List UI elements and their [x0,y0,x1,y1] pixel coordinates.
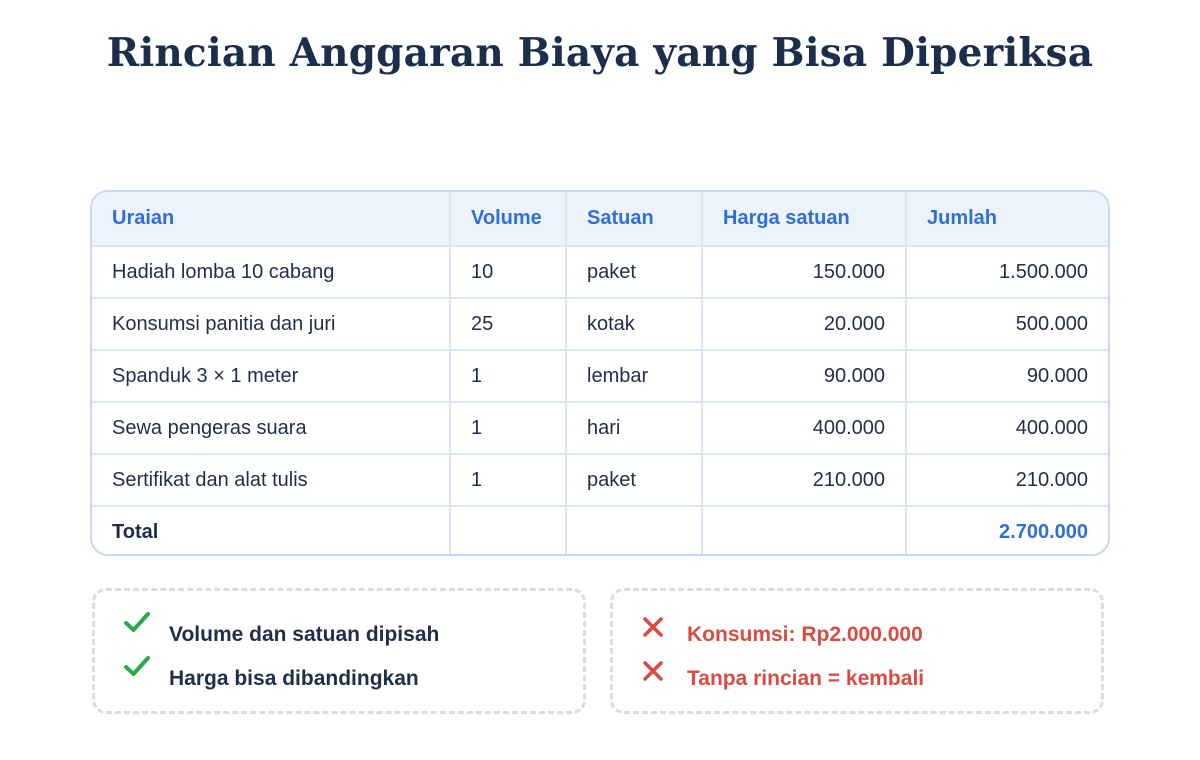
bad-note: Tanpa rincian = kembali [687,667,925,690]
good-note: Harga bisa dibandingkan [169,667,419,690]
cell-satuan: paket [566,246,702,298]
cell-jumlah: 400.000 [906,402,1108,454]
table-total-row [92,506,1108,556]
column-header-volume: Volume [450,192,566,246]
column-header-harga-satuan: Harga satuan [702,192,906,246]
cell-volume: 1 [450,454,566,506]
cross-icon [641,659,665,688]
cell-jumlah: 500.000 [906,298,1108,350]
cross-icon [641,615,665,644]
cell-uraian: Spanduk 3 × 1 meter [92,350,450,402]
total-value: 2.700.000 [906,506,1108,556]
page-title: Rincian Anggaran Biaya yang Bisa Diperiksa [106,30,1094,76]
good-practice-card [92,588,586,714]
bad-practice-card [610,588,1104,714]
bad-note: Konsumsi: Rp2.000.000 [687,623,923,646]
cell-jumlah: 210.000 [906,454,1108,506]
table-row [92,350,1108,402]
total-empty-cell [702,506,906,556]
cell-harga-satuan: 400.000 [702,402,906,454]
total-label: Total [92,506,450,556]
cell-volume: 1 [450,350,566,402]
table-header-row [92,192,1108,246]
cell-uraian: Sertifikat dan alat tulis [92,454,450,506]
column-header-jumlah: Jumlah [906,192,1108,246]
cell-harga-satuan: 90.000 [702,350,906,402]
table-row [92,246,1108,298]
column-header-uraian: Uraian [92,192,450,246]
cell-harga-satuan: 150.000 [702,246,906,298]
cell-uraian: Konsumsi panitia dan juri [92,298,450,350]
table-row [92,298,1108,350]
cell-jumlah: 1.500.000 [906,246,1108,298]
cell-satuan: hari [566,402,702,454]
cell-harga-satuan: 210.000 [702,454,906,506]
cell-volume: 25 [450,298,566,350]
total-empty-cell [566,506,702,556]
cell-satuan: kotak [566,298,702,350]
cell-satuan: paket [566,454,702,506]
cell-jumlah: 90.000 [906,350,1108,402]
cell-volume: 1 [450,402,566,454]
cell-uraian: Sewa pengeras suara [92,402,450,454]
column-header-satuan: Satuan [566,192,702,246]
total-empty-cell [450,506,566,556]
budget-table [90,190,1110,556]
cell-satuan: lembar [566,350,702,402]
cell-uraian: Hadiah lomba 10 cabang [92,246,450,298]
table-row [92,454,1108,506]
good-note: Volume dan satuan dipisah [169,623,440,646]
cell-harga-satuan: 20.000 [702,298,906,350]
table-row [92,402,1108,454]
check-icon [123,610,151,639]
cell-volume: 10 [450,246,566,298]
check-icon [123,654,151,683]
